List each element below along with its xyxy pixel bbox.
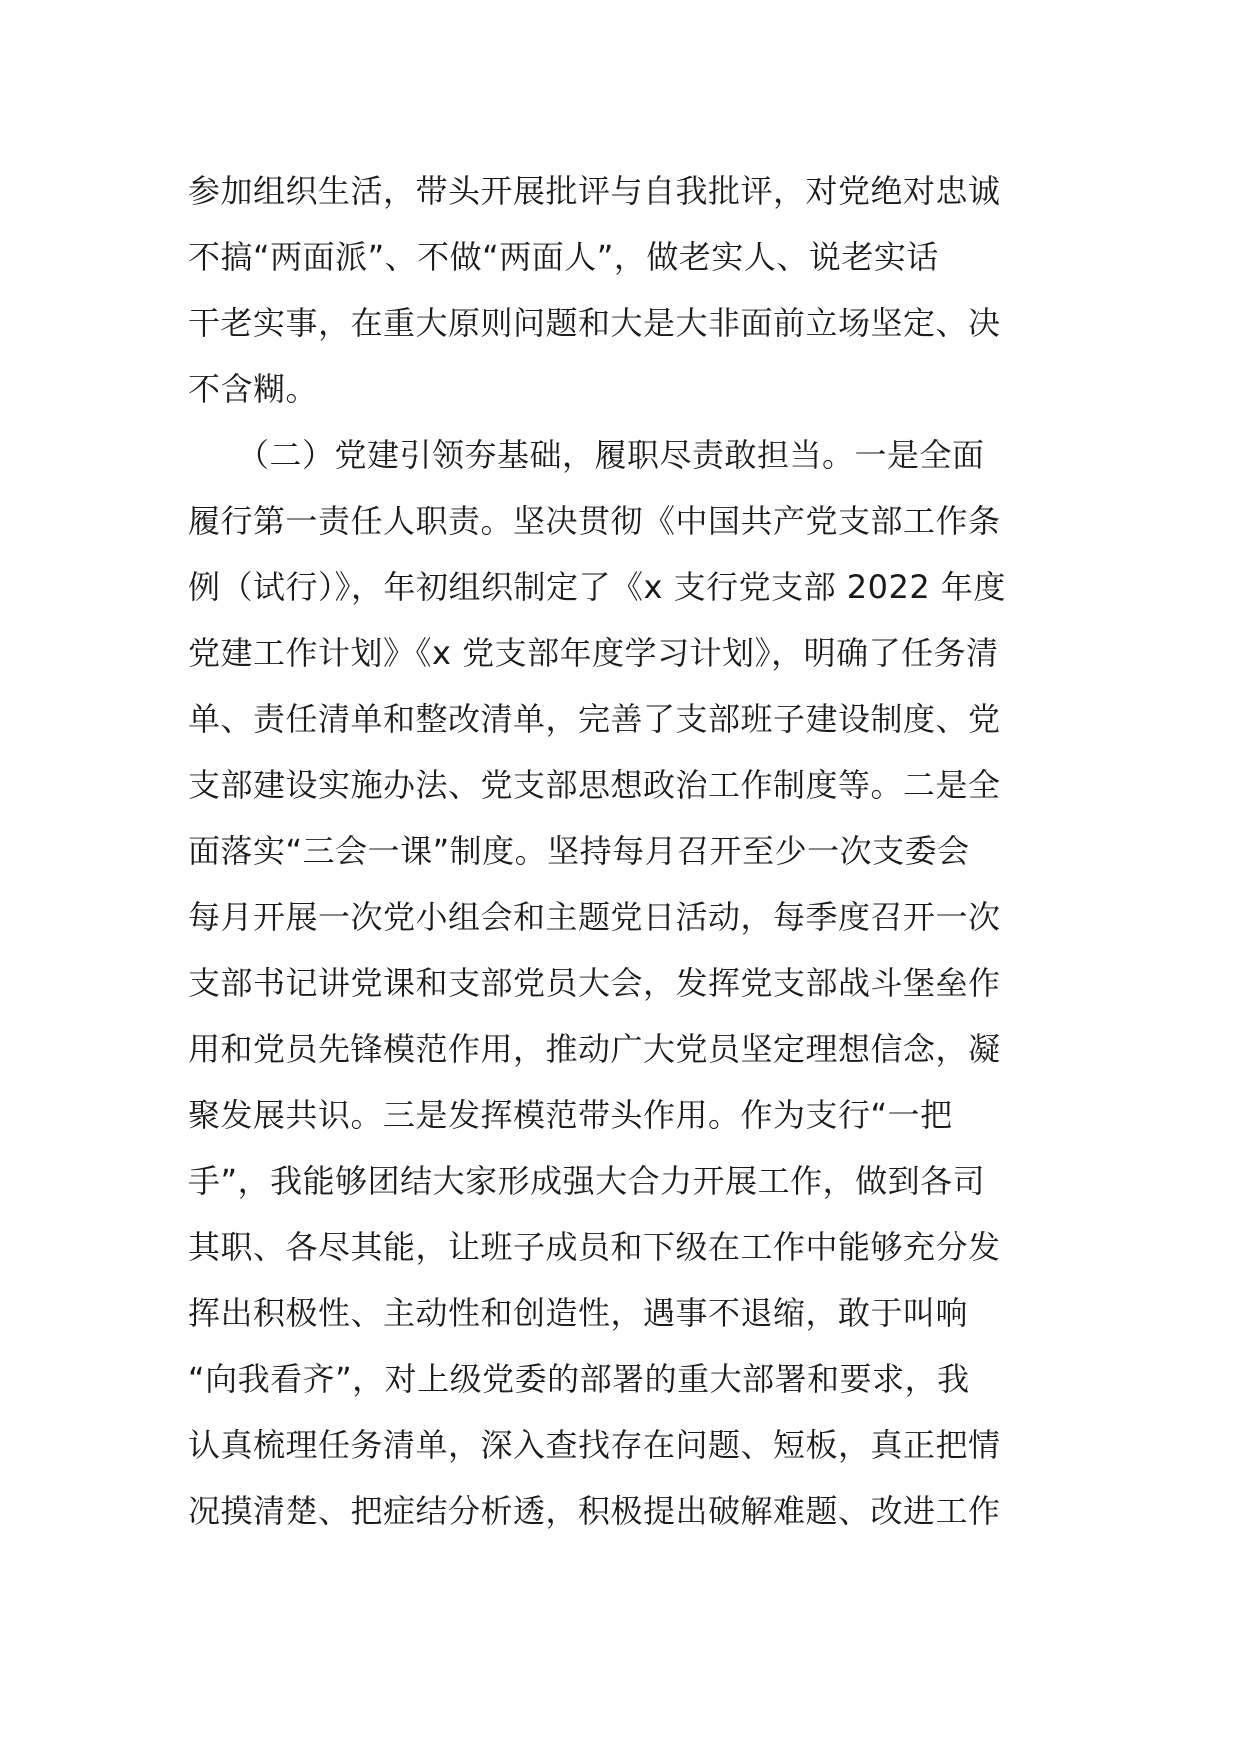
text-line: 挥出积极性、主动性和创造性，遇事不退缩，敢于叫响 xyxy=(188,1294,969,1332)
text-line: 单、责任清单和整改清单，完善了支部班子建设制度、党 xyxy=(188,700,1001,738)
text-line: 参加组织生活，带头开展批评与自我批评，对党绝对忠诚 xyxy=(188,172,1001,210)
text-line: 不搞“两面派”、不做“两面人”，做老实人、说老实话 xyxy=(188,238,939,276)
text-line: 认真梳理任务清单，深入查找存在问题、短板，真正把情 xyxy=(188,1426,1001,1464)
text-line: 每月开展一次党小组会和主题党日活动，每季度召开一次 xyxy=(188,898,1001,936)
body-text xyxy=(188,158,1058,1544)
text-line: 手”，我能够团结大家形成强大合力开展工作，做到各司 xyxy=(188,1162,986,1200)
section-heading-line: （二）党建引领夯基础，履职尽责敢担当。一是全面 xyxy=(188,436,985,474)
text-line: 例（试行）》，年初组织制定了《x 支行党支部 2022 年度 xyxy=(188,568,1006,606)
text-line: 面落实“三会一课”制度。坚持每月召开至少一次支委会 xyxy=(188,832,970,870)
text-line: 用和党员先锋模范作用，推动广大党员坚定理想信念，凝 xyxy=(188,1030,1001,1068)
text-line: 党建工作计划》《x 党支部年度学习计划》，明确了任务清 xyxy=(188,634,999,672)
text-line: 不含糊。 xyxy=(188,370,319,408)
text-line: 聚发展共识。三是发挥模范带头作用。作为支行“一把 xyxy=(188,1096,953,1134)
text-line: 履行第一责任人职责。坚决贯彻《中国共产党支部工作条 xyxy=(188,502,1001,540)
text-line: “向我看齐”，对上级党委的部署的重大部署和要求，我 xyxy=(188,1360,970,1398)
text-line: 支部书记讲党课和支部党员大会，发挥党支部战斗堡垒作 xyxy=(188,964,1001,1002)
text-line: 其职、各尽其能，让班子成员和下级在工作中能够充分发 xyxy=(188,1228,1001,1266)
text-line: 况摸清楚、把症结分析透，积极提出破解难题、改进工作 xyxy=(188,1492,1001,1530)
text-line: 支部建设实施办法、党支部思想政治工作制度等。二是全 xyxy=(188,766,1001,804)
text-line: 干老实事，在重大原则问题和大是大非面前立场坚定、决 xyxy=(188,304,1001,342)
